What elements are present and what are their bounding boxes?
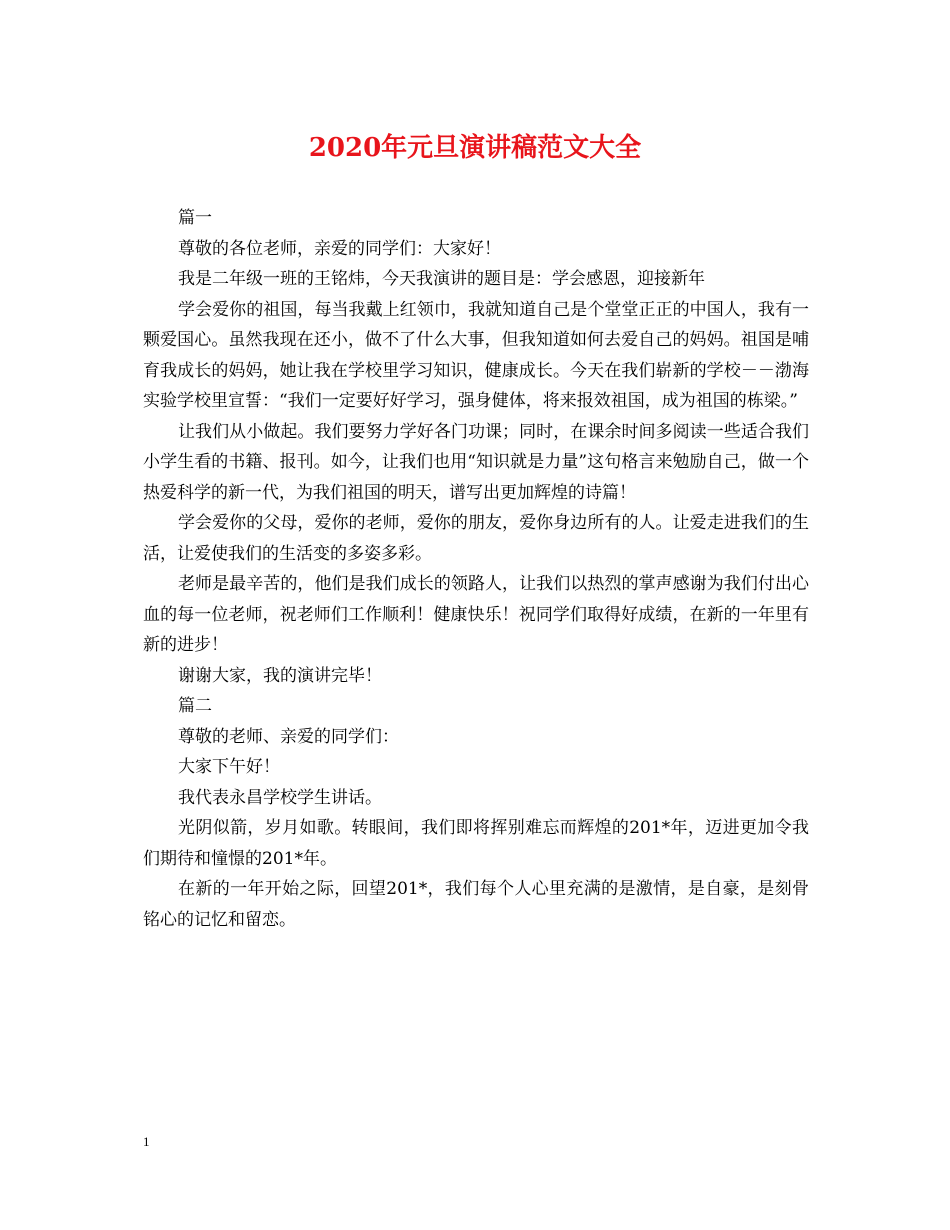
salutation-2: 尊敬的老师、亲爱的同学们： [178, 726, 399, 747]
section-heading-1: 篇一 [178, 208, 212, 228]
speech-intro: 我是二年级一班的王铭炜，今天我演讲的题目是：学会感恩，迎接新年 [178, 269, 705, 289]
paragraph-love-country: 学会爱你的祖国，每当我戴上红领巾，我就知道自己是个堂堂正正的中国人，我有一颗爱国心。虽然我现在还小，做不了什么大事，但我知道如何去爱自己的妈妈。祖国是哺育我成长的妈妈，她让我在学校里学习知识，健康成长。今天在我们崭新的学校－－渤海实验学校里宣誓：“我们一定要好好学习，强身健体，将来报效祖国，成为祖国的栋梁。” [143, 299, 809, 411]
paragraph-study: 让我们从小做起。我们要努力学好各门功课；同时，在课余时间多阅读一些适合我们小学生看的书籍、报刊。如今，让我们也用“知识就是力量”这句格言来勉励自己，做一个热爱科学的新一代，为我们祖国的明天，谱写出更加辉煌的诗篇！ [143, 421, 809, 503]
document-body [143, 203, 809, 935]
document-title: 2020年元旦演讲稿范文大全 [308, 133, 642, 163]
paragraph-love-others: 学会爱你的父母，爱你的老师，爱你的朋友，爱你身边所有的人。让爱走进我们的生活，让爱使我们的生活变的多姿多彩。 [143, 513, 809, 564]
greeting: 大家下午好！ [178, 757, 280, 777]
paragraph-new-year: 在新的一年开始之际，回望201*，我们每个人心里充满的是激情，是自豪，是刻骨铭心的记忆和留恋。 [143, 879, 809, 930]
paragraph-thanks: 谢谢大家，我的演讲完毕！ [178, 665, 382, 686]
section-heading-2: 篇二 [178, 696, 212, 716]
paragraph-time: 光阴似箭，岁月如歌。转眼间，我们即将挥别难忘而辉煌的201*年，迈进更加令我们期待和憧憬的201*年。 [143, 818, 809, 869]
salutation: 尊敬的各位老师，亲爱的同学们：大家好！ [178, 238, 501, 259]
page-number: 1 [143, 1134, 150, 1149]
paragraph-teachers: 老师是最辛苦的，他们是我们成长的领路人，让我们以热烈的掌声感谢为我们付出心血的每一位老师，祝老师们工作顺利！健康快乐！祝同学们取得好成绩，在新的一年里有新的进步！ [143, 574, 809, 655]
representative-line: 我代表永昌学校学生讲话。 [178, 787, 382, 808]
